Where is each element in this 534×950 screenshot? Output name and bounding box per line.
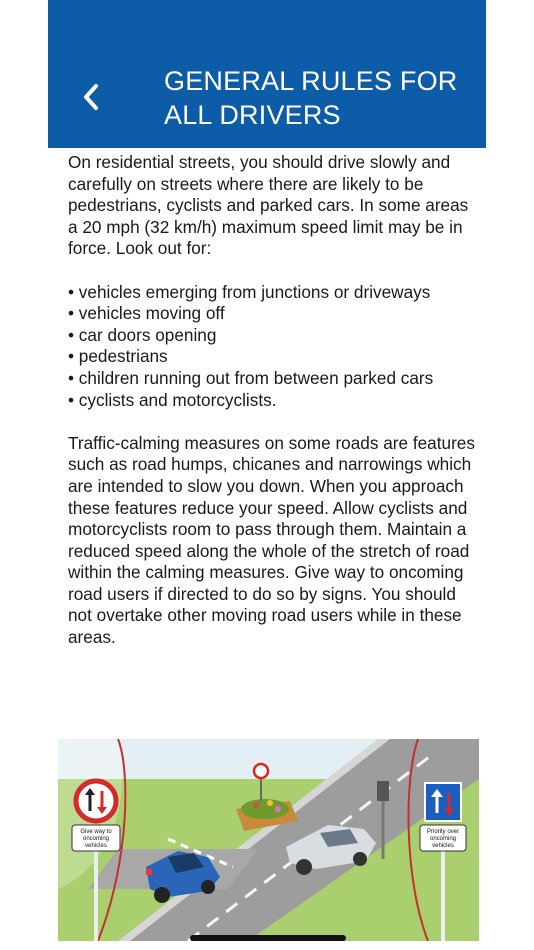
back-button[interactable] [78, 78, 108, 114]
bullet-item: • vehicles emerging from junctions or driveways [68, 281, 431, 302]
road-scene [58, 739, 479, 941]
page-title-line2: ALL DRIVERS [164, 100, 341, 130]
traffic-calming-illustration [58, 739, 479, 941]
bullet-item: • vehicles moving off [68, 303, 225, 324]
right-sign-text-3: vehicles [432, 843, 454, 849]
bullet-item: • children running out from between parked cars [68, 367, 434, 388]
home-indicator[interactable] [190, 935, 346, 941]
article-body [68, 152, 478, 649]
intro-paragraph: On residential streets, you should drive slowly and carefully on streets where there are likely to be pedestrians, cyclists and parked cars. In some areas a 20 mph (32 km/h) maximum speed limit may be in force. Look out for: [68, 152, 469, 259]
chevron-left-icon [78, 78, 108, 114]
bullet-item: • pedestrians [68, 346, 168, 367]
left-sign-text-2: oncoming [82, 836, 110, 842]
traffic-calming-paragraph: Traffic-calming measures on some roads are features such as road humps, chicanes and narrowings which are intended to slow you down. When you approach these features reduce your speed. Allow cyclists and motorcyclists room to pass through them. Maintain a reduced speed along the whole of the stretch of road within the calming measures. Give way to oncoming road users if directed to do so by signs. You should not overtake other moving road users while in these areas. [68, 432, 475, 648]
bullet-item: • car doors opening [68, 324, 217, 345]
right-sign-text-1: Priority over [426, 829, 460, 835]
page-title-line1: GENERAL RULES FOR [164, 66, 458, 96]
bullet-item: • cyclists and motorcyclists. [68, 389, 277, 410]
page-title [164, 64, 464, 132]
left-sign-text-3: vehicles [85, 843, 107, 849]
left-sign-text-1: Give way to [80, 829, 112, 835]
right-sign-text-2: oncoming [429, 836, 457, 842]
